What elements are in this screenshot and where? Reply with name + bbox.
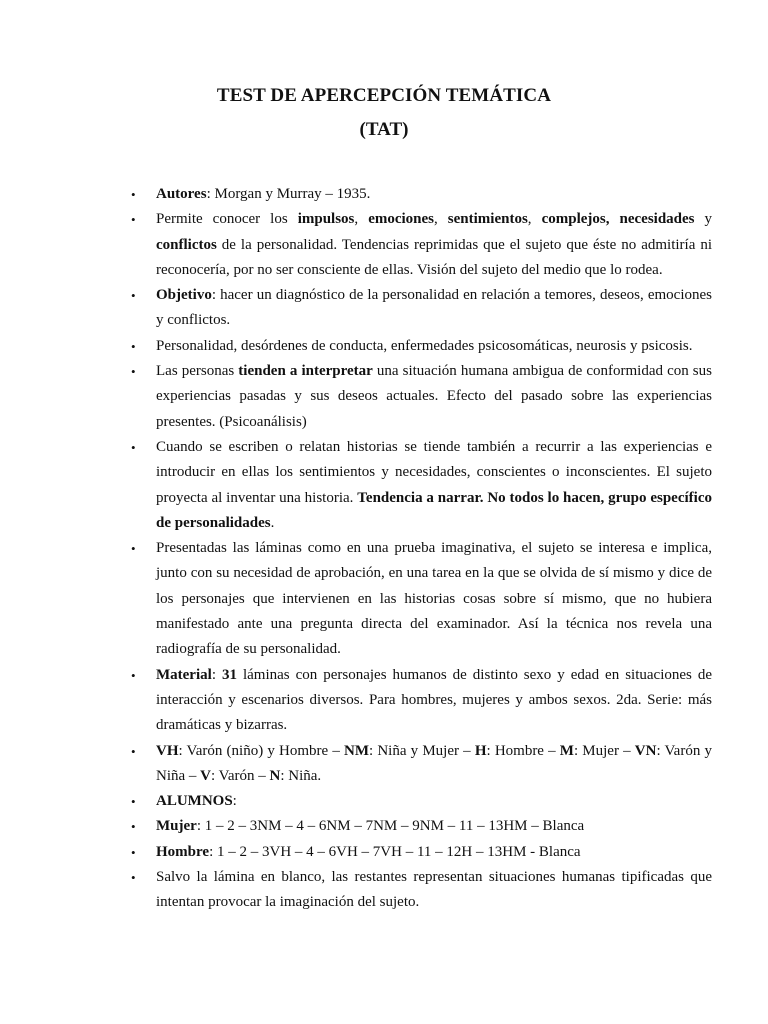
text-run: :: [211, 666, 222, 683]
text-run: de la personalidad. Tendencias reprimidas que el sujeto que éste no admitiría ni reconocería, por no ser consciente de ellas. Visión del sujeto del medio que lo rodea.: [156, 236, 712, 278]
list-item: [117, 207, 712, 283]
bold-text: ALUMNOS: [156, 793, 233, 810]
bullet-list: [117, 182, 712, 916]
bold-text: VH: [156, 742, 179, 759]
bold-text: VN: [634, 742, 657, 759]
bold-text: NM: [344, 742, 370, 759]
bold-text: Tendencia a narrar. No todos lo hacen, grupo específico de personalidades: [156, 489, 712, 531]
list-item: [117, 789, 712, 814]
text-run: y: [694, 211, 713, 228]
document-subtitle: (TAT): [359, 119, 409, 140]
bullet-icon: •: [131, 288, 136, 304]
text-run: Cuando se escriben o relatan historias se tiende también a recurrir a las experiencias e introducir en ellas los sentimientos y necesidades, conscientes o inconscientes. El sujeto proyecta al inventar una historia.: [156, 438, 712, 506]
bold-text: sentimientos: [447, 211, 528, 228]
list-item: [117, 283, 712, 334]
bullet-icon: •: [131, 819, 136, 835]
bullet-icon: •: [131, 541, 136, 557]
bullet-icon: •: [131, 364, 136, 380]
text-run: : Hombre –: [486, 742, 560, 759]
bold-text: conflictos: [156, 236, 217, 253]
text-run: ,: [434, 211, 448, 228]
bullet-icon: •: [131, 439, 136, 455]
list-item: [117, 840, 712, 865]
text-run: una situación humana ambigua de conformidad con sus experiencias pasadas y sus deseos actuales. Efecto del pasado sobre las experiencias presentes. (Psicoanálisis): [156, 363, 712, 430]
bold-text: M: [559, 742, 574, 759]
text-run: : hacer un diagnóstico de la personalidad en relación a temores, deseos, emociones y conflictos.: [156, 287, 712, 329]
title-block: [56, 84, 712, 142]
text-run: .: [270, 514, 275, 531]
text-run: : Varón –: [211, 767, 270, 784]
list-item: [117, 435, 712, 536]
text-run: láminas con personajes humanos de distinto sexo y edad en situaciones de interacción y escenarios diversos. Para hombres, mujeres y ambos sexos. 2da. Serie: más dramáticas y bizarras.: [156, 666, 712, 734]
bullet-icon: •: [131, 187, 136, 202]
bold-text: 31: [221, 666, 237, 683]
bullet-icon: •: [131, 844, 136, 860]
bullet-icon: •: [131, 338, 136, 354]
bullet-icon: •: [131, 743, 136, 759]
text-run: : Varón (niño) y Hombre –: [178, 742, 345, 759]
list-item: [117, 359, 712, 435]
bullet-icon: •: [131, 870, 136, 886]
text-run: ,: [527, 211, 542, 228]
text-run: ,: [354, 211, 369, 228]
bold-text: impulsos: [297, 211, 355, 228]
text-run: :: [232, 793, 237, 810]
bold-text: emociones: [368, 211, 435, 228]
bold-text: N: [269, 767, 281, 784]
list-item: [117, 536, 712, 662]
bold-text: complejos, necesidades: [541, 211, 695, 228]
text-run: : 1 – 2 – 3VH – 4 – 6VH – 7VH – 11 – 12H – 13HM - Blanca: [209, 843, 581, 860]
bold-text: Mujer: [156, 818, 197, 835]
bullet-icon: •: [131, 667, 136, 683]
bullet-icon: •: [131, 794, 136, 810]
bold-text: Objetivo: [156, 287, 212, 304]
bold-text: Material: [156, 666, 212, 683]
bold-text: Hombre: [156, 843, 210, 860]
document-title: TEST DE APERCEPCIÓN TEMÁTICA: [216, 85, 552, 106]
text-run: Las personas: [156, 363, 239, 380]
text-run: : Mujer –: [573, 742, 635, 759]
list-item: [117, 334, 712, 359]
list-item: [117, 739, 712, 790]
list-item: [117, 663, 712, 739]
bold-text: V: [200, 767, 212, 784]
text-run: Personalidad, desórdenes de conducta, enfermedades psicosomáticas, neurosis y psicosis.: [156, 337, 693, 354]
text-run: : Niña y Mujer –: [369, 742, 475, 759]
list-item: [117, 814, 712, 839]
text-run: Permite conocer los: [156, 211, 298, 228]
bold-text: tienden a interpretar: [238, 363, 373, 380]
text-run: Salvo la lámina en blanco, las restantes representan situaciones humanas tipificadas que intentan provocar la imaginación del sujeto.: [156, 869, 712, 911]
text-run: : Morgan y Murray – 1935.: [206, 186, 371, 202]
bold-text: H: [474, 742, 487, 759]
bullet-icon: •: [131, 212, 136, 228]
text-run: : 1 – 2 – 3NM – 4 – 6NM – 7NM – 9NM – 11 – 13HM – Blanca: [196, 818, 585, 835]
text-run: : Niña.: [280, 767, 322, 784]
text-run: Presentadas las láminas como en una prueba imaginativa, el sujeto se interesa e implica, junto con su necesidad de aprobación, en una tarea en la que se olvida de sí mismo y dice de los personajes que intervienen en las historias cosas sobre sí mismo, que no hubiera manifestado ante una pregunta directa del examinador. Así la técnica nos revela una radiografía de su personalidad.: [156, 540, 712, 658]
bold-text: Autores: [156, 186, 207, 202]
text-run: : Varón y Niña –: [156, 742, 712, 784]
list-item: [117, 865, 712, 916]
list-item: [117, 182, 712, 207]
